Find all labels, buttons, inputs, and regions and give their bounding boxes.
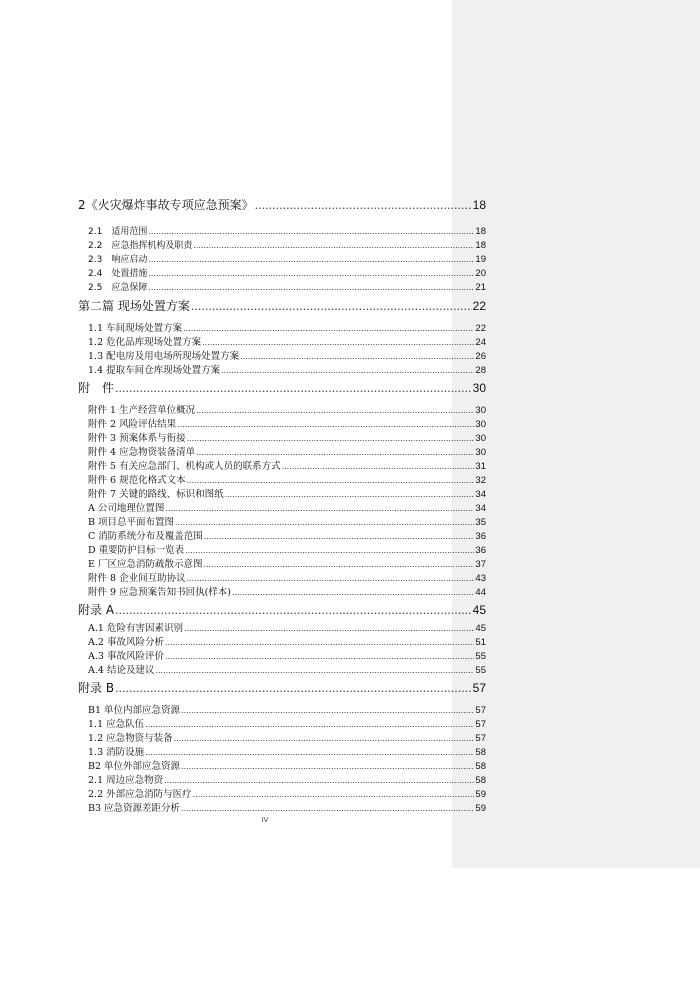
toc-entry-label: 附件 6 规范化格式文本 [88, 475, 186, 486]
toc-leader-dots [225, 490, 475, 499]
toc-entry-label: A.2 事故风险分析 [88, 637, 164, 648]
toc-leader-dots [175, 518, 474, 527]
toc-entry-att-8[interactable] [88, 570, 486, 584]
toc-entry-s2-5[interactable] [88, 280, 486, 293]
toc-entry-page-number: 30 [475, 419, 486, 430]
toc-entry-apxb-2[interactable] [88, 716, 486, 730]
toc-entry-label: 2.2 外部应急消防与医疗 [88, 789, 192, 800]
toc-entry-label: 附件 9 应急预案告知书回执(样本) [88, 587, 231, 598]
toc-entry-label: 2.5 应急保障 [88, 283, 148, 293]
toc-entry-label: 第二篇 现场处置方案 [78, 299, 190, 313]
toc-entry-label: 附录 B [78, 681, 115, 695]
toc-entry-att-a[interactable] [88, 500, 486, 514]
toc-entry-label: 2《火灾爆炸事故专项应急预案》 [78, 198, 254, 212]
toc-leader-dots [184, 624, 474, 633]
toc-leader-dots [221, 366, 474, 375]
toc-entry-label: 1.2 应急物资与装备 [88, 733, 173, 744]
toc-leader-dots [183, 324, 474, 333]
toc-entry-page-number: 57 [475, 705, 486, 716]
toc-entry-label: 1.3 配电房及用电场所现场处置方案 [88, 351, 240, 362]
toc-entry-att-b[interactable] [88, 514, 486, 528]
toc-entry-label: 附 件 [78, 381, 115, 395]
toc-entry-apxb-5[interactable] [88, 758, 486, 772]
toc-leader-dots [187, 476, 475, 485]
toc-entry-label: B1 单位内部应急资源 [88, 705, 181, 716]
toc-entry-label: 2.2 应急指挥机构及职责 [88, 241, 193, 251]
toc-entry-s2-3[interactable] [88, 252, 486, 265]
toc-entry-page-number: 45 [472, 603, 486, 617]
toc-entry-label: 1.1 车间现场处置方案 [88, 323, 183, 334]
toc-entry-label: 附件 3 预案体系与衔接 [88, 433, 186, 444]
toc-entry-p2-3[interactable] [88, 348, 486, 362]
toc-entry-page-number: 26 [475, 351, 486, 362]
toc-leader-dots [187, 574, 475, 583]
toc-entry-page-number: 18 [472, 198, 486, 212]
toc-entry-apxb-3[interactable] [88, 730, 486, 744]
toc-entry-p2-2[interactable] [88, 334, 486, 348]
toc-entry-apxb-1[interactable] [88, 702, 486, 716]
toc-entry-att[interactable] [78, 379, 486, 396]
toc-entry-apxa-2[interactable] [88, 634, 486, 648]
toc-entry-label: A 公司地理位置图 [88, 503, 165, 514]
page-number: IV [261, 817, 269, 824]
toc-entry-label: 2.1 周边应急物资 [88, 775, 164, 786]
toc-leader-dots [193, 241, 474, 250]
toc-entry-label: C 消防系统分布及覆盖范围 [88, 531, 203, 542]
toc-entry-att-4[interactable] [88, 444, 486, 458]
toc-entry-page-number: 24 [475, 337, 486, 348]
toc-entry-page-number: 31 [475, 461, 486, 472]
toc-entry-label: 附录 A [78, 603, 115, 617]
toc-entry-att-d[interactable] [88, 542, 486, 556]
toc-entry-page-number: 18 [475, 240, 486, 251]
toc-leader-dots [177, 420, 474, 429]
toc-leader-dots [185, 546, 474, 555]
toc-entry-label: 1.2 危化品库现场处置方案 [88, 337, 202, 348]
toc-leader-dots [148, 227, 474, 236]
toc-entry-page-number: 58 [475, 775, 486, 786]
toc-entry-p2[interactable] [78, 297, 486, 314]
toc-entry-apxa-1[interactable] [88, 620, 486, 634]
toc-leader-dots [255, 199, 472, 212]
toc-entry-p2-1[interactable] [88, 320, 486, 334]
toc-entry-s2-4[interactable] [88, 266, 486, 279]
toc-leader-dots [148, 283, 474, 292]
toc-leader-dots [203, 560, 474, 569]
toc-leader-dots [181, 706, 474, 715]
toc-entry-apxb-8[interactable] [88, 800, 486, 814]
toc-entry-label: 2.1 适用范围 [88, 227, 148, 237]
toc-leader-dots [181, 762, 474, 771]
toc-entry-page-number: 35 [475, 517, 486, 528]
toc-entry-label: 附件 1 生产经营单位概况 [88, 405, 196, 416]
toc-leader-dots [196, 406, 474, 415]
toc-entry-page-number: 57 [475, 719, 486, 730]
toc-entry-page-number: 30 [475, 405, 486, 416]
toc-entry-apxa[interactable] [78, 601, 486, 618]
toc-leader-dots [148, 269, 474, 278]
toc-leader-dots [181, 804, 474, 813]
toc-entry-p2-4[interactable] [88, 362, 486, 376]
toc-leader-dots [187, 434, 475, 443]
toc-entry-apxb-4[interactable] [88, 744, 486, 758]
toc-entry-label: 2.3 响应启动 [88, 255, 148, 265]
toc-entry-label: 附件 7 关键的路线、标识和图纸 [88, 489, 224, 500]
toc-entry-label: A.4 结论及建议 [88, 665, 155, 676]
toc-entry-apxb-7[interactable] [88, 786, 486, 800]
toc-leader-dots [204, 532, 475, 541]
toc-entry-label: 1.4 提取车间仓库现场处置方案 [88, 365, 221, 376]
toc-entry-apxb[interactable] [78, 679, 486, 696]
toc-entry-s2-2[interactable] [88, 238, 486, 251]
toc-entry-page-number: 36 [475, 531, 486, 542]
toc-leader-dots [196, 448, 474, 457]
toc-entry-s2[interactable] [78, 196, 486, 213]
toc-entry-att-5[interactable] [88, 458, 486, 472]
toc-leader-dots [165, 638, 474, 647]
toc-leader-dots [145, 720, 474, 729]
toc-entry-page-number: 57 [475, 733, 486, 744]
toc-entry-page-number: 59 [475, 789, 486, 800]
toc-entry-label: A.1 危险有害因素识别 [88, 623, 183, 634]
comment-margin-panel [452, 0, 700, 868]
toc-leader-dots [193, 790, 475, 799]
toc-entry-apxa-4[interactable] [88, 662, 486, 676]
toc-entry-page-number: 37 [475, 559, 486, 570]
toc-leader-dots [115, 382, 472, 395]
toc-entry-att-3[interactable] [88, 430, 486, 444]
toc-leader-dots [145, 748, 474, 757]
toc-entry-page-number: 21 [475, 282, 486, 293]
toc-entry-page-number: 22 [472, 299, 486, 313]
toc-entry-att-9[interactable] [88, 584, 486, 598]
toc-entry-page-number: 34 [475, 489, 486, 500]
toc-entry-page-number: 20 [475, 268, 486, 279]
toc-entry-page-number: 30 [472, 381, 486, 395]
toc-entry-label: 附件 4 应急物资装备清单 [88, 447, 196, 458]
toc-entry-page-number: 58 [475, 761, 486, 772]
toc-entry-apxa-3[interactable] [88, 648, 486, 662]
toc-entry-att-c[interactable] [88, 528, 486, 542]
toc-leader-dots [115, 604, 472, 617]
toc-leader-dots [191, 300, 472, 313]
toc-entry-page-number: 51 [475, 637, 486, 648]
toc-entry-page-number: 44 [475, 587, 486, 598]
toc-leader-dots [165, 504, 474, 513]
toc-entry-label: 1.1 应急队伍 [88, 719, 145, 730]
toc-entry-label: 附件 5 有关应急部门、机构或人员的联系方式 [88, 461, 281, 472]
toc-entry-apxb-6[interactable] [88, 772, 486, 786]
toc-entry-label: E 厂区应急消防疏散示意图 [88, 559, 203, 570]
toc-entry-att-1[interactable] [88, 402, 486, 416]
toc-entry-att-2[interactable] [88, 416, 486, 430]
toc-entry-s2-1[interactable] [88, 224, 486, 237]
toc-entry-page-number: 18 [475, 226, 486, 237]
toc-entry-page-number: 19 [475, 254, 486, 265]
toc-entry-page-number: 32 [475, 475, 486, 486]
toc-leader-dots [240, 352, 474, 361]
toc-leader-dots [164, 776, 474, 785]
toc-entry-att-e[interactable] [88, 556, 486, 570]
toc-leader-dots [174, 734, 475, 743]
toc-leader-dots [165, 652, 474, 661]
toc-entry-att-7[interactable] [88, 486, 486, 500]
toc-leader-dots [115, 682, 472, 695]
toc-entry-page-number: 36 [475, 545, 486, 556]
toc-entry-label: B 项目总平面布置图 [88, 517, 175, 528]
toc-leader-dots [282, 462, 475, 471]
toc-leader-dots [202, 338, 474, 347]
toc-entry-label: 附件 8 企业间互助协议 [88, 573, 186, 584]
toc-entry-label: 1.3 消防设施 [88, 747, 145, 758]
toc-entry-page-number: 55 [475, 665, 486, 676]
toc-entry-att-6[interactable] [88, 472, 486, 486]
toc-entry-label: B3 应急资源差距分析 [88, 803, 181, 814]
toc-leader-dots [232, 588, 474, 597]
toc-leader-dots [155, 666, 474, 675]
toc-entry-label: D 重要防护目标一览表 [88, 545, 185, 556]
toc-entry-page-number: 55 [475, 651, 486, 662]
toc-entry-label: B2 单位外部应急资源 [88, 761, 181, 772]
toc-entry-page-number: 30 [475, 433, 486, 444]
toc-entry-page-number: 45 [475, 623, 486, 634]
toc-entry-page-number: 59 [475, 803, 486, 814]
toc-entry-page-number: 58 [475, 747, 486, 758]
toc-entry-page-number: 22 [475, 323, 486, 334]
toc-entry-page-number: 43 [475, 573, 486, 584]
toc-entry-page-number: 34 [475, 503, 486, 514]
toc-entry-label: A.3 事故风险评价 [88, 651, 164, 662]
toc-entry-page-number: 30 [475, 447, 486, 458]
toc-entry-label: 附件 2 风险评估结果 [88, 419, 177, 430]
toc-entry-page-number: 57 [472, 681, 486, 695]
toc-entry-label: 2.4 处置措施 [88, 269, 148, 279]
toc-entry-page-number: 28 [475, 365, 486, 376]
toc-leader-dots [148, 255, 474, 264]
